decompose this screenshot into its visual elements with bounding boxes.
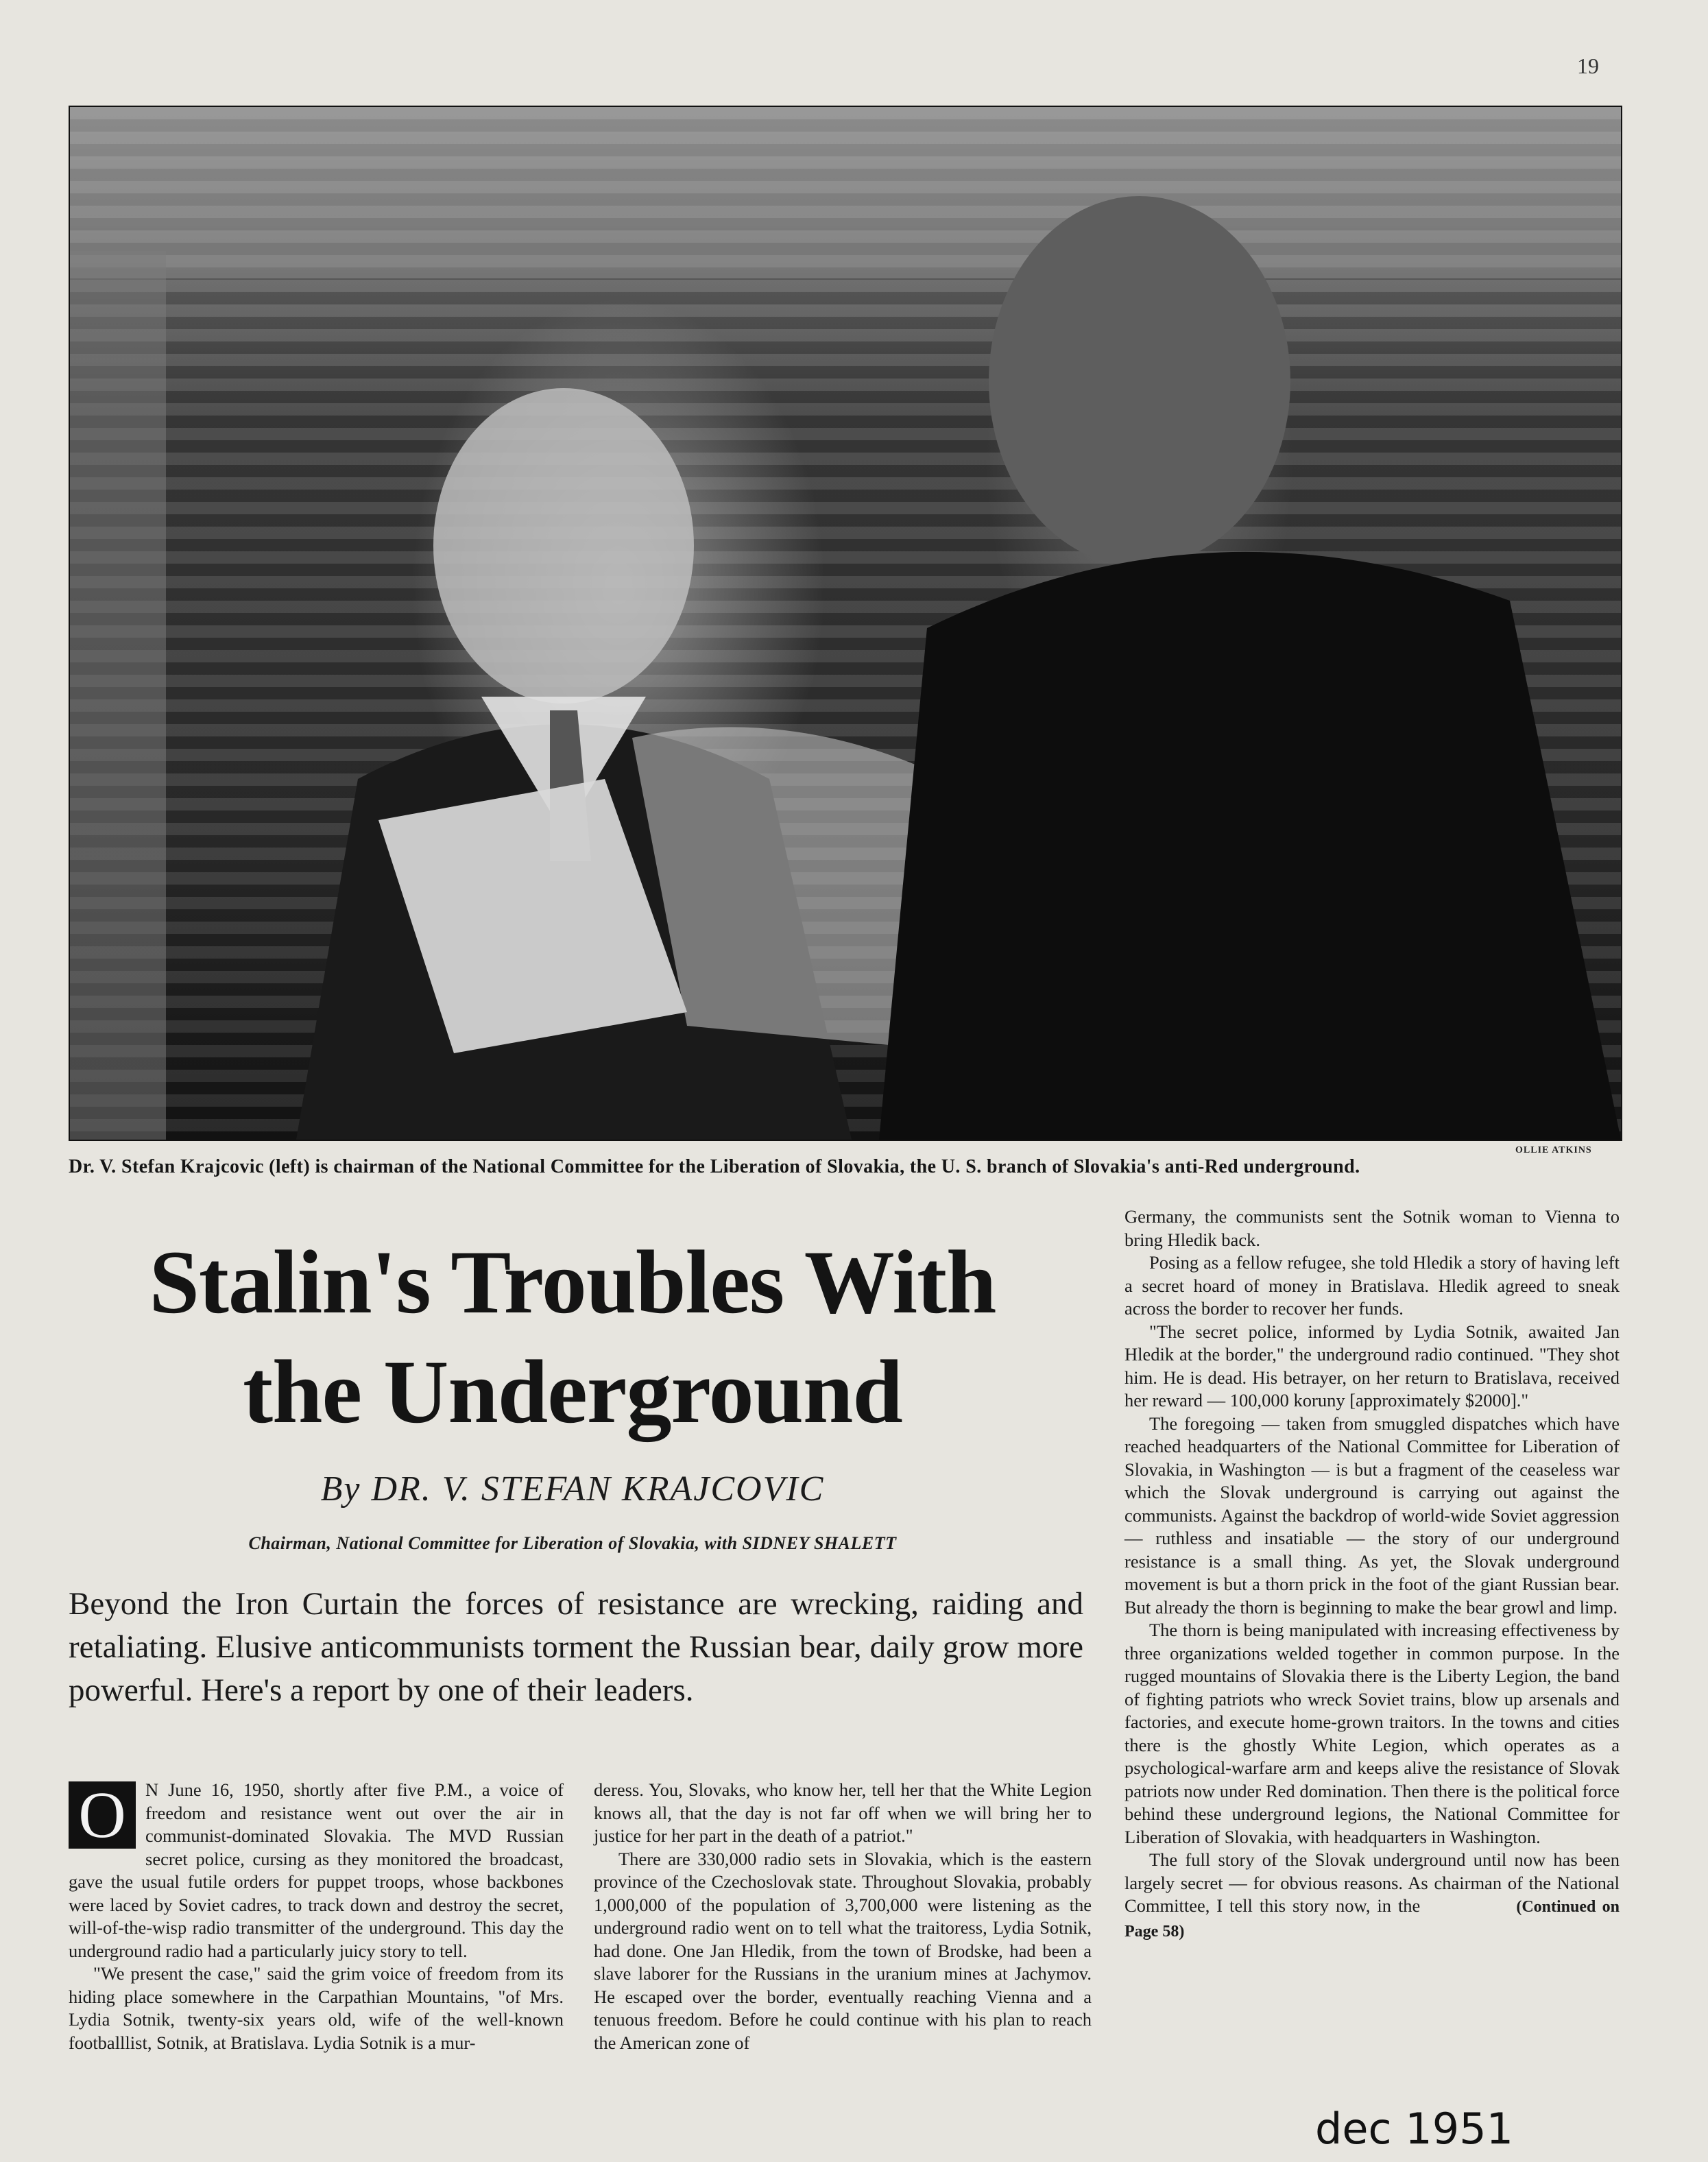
article-headline [75, 1227, 1070, 1447]
continued-link[interactable]: (Continued on Page 58) [1124, 1898, 1620, 1941]
byline: By DR. V. STEFAN KRAJCOVIC [320, 1469, 825, 1509]
paragraph-text: The full story of the Slovak underground until now has been largely secret — for obvious reasons. As chairman of the National Committee, I tell this story now, in the [1124, 1849, 1620, 1916]
paragraph: Posing as a fellow refugee, she told Hledik a story of having left a secret hoard of money in Bratislava. Hledik agreed to sneak across the border to recover her funds. [1124, 1252, 1620, 1319]
article-deck: Beyond the Iron Curtain the forces of resistance are wrecking, raiding and retaliating. Elusive anticommunists torment the Russian bear, daily grow more powerful. Here's a report by one of their leaders. [69, 1586, 1083, 1708]
photo-caption: Dr. V. Stefan Krajcovic (left) is chairman of the National Committee for the Liberation of Slovakia, the U. S. branch of Slovakia's anti-Red underground. [69, 1156, 1360, 1177]
paragraph: The foregoing — taken from smuggled dispatches which have reached headquarters of the National Committee for Liberation of Slovakia, in Washington — is but a fragment of the ceaseless war which the Slovak underground is carrying out against the communists. Against the backdrop of world-wide Soviet aggression — ruthless and insatiable — the story of our underground resistance is a small thing. As yet, the Slovak underground movement is but a thorn prick in the foot of the giant Russian bear. But already the thorn is beginning to make the bear growl and limp. [1124, 1413, 1620, 1618]
article-photo [69, 106, 1622, 1141]
page-number: 19 [1577, 53, 1599, 78]
paragraph: The thorn is being manipulated with increasing effectiveness by three organizations welded together in common purpose. In the rugged mountains of Slovakia there is the Liberty Legion, the band of fighting patriots who wreck Soviet trains, blow up arsenals and factories, and execute home-grown traitors. In the towns and cities there is the ghostly White Legion, which operates as a psychological-warfare arm and keeps alive the resistance of Slovak patriots now under Red domination. Then there is the political force behind these underground legions, the National Committee for Liberation of Slovakia, with headquarters in Washington. [1124, 1620, 1620, 1847]
headline-line-2: the Underground [243, 1341, 902, 1442]
headline-line-1: Stalin's Troubles With [149, 1232, 996, 1332]
paragraph [1124, 1849, 1620, 1943]
paragraph: "The secret police, informed by Lydia Sotnik, awaited Jan Hledik at the border," the underground radio continued. "They shot him. He is dead. His betrayer, on her return to Bratislava, received her reward — 100,000 koruny [approximately $2000]." [1124, 1321, 1620, 1410]
body-column-1 [69, 1779, 564, 2054]
handwritten-date-note: dec 1951 [1315, 2104, 1514, 2154]
author-affiliation: Chairman, National Committee for Liberation of Slovakia, with SIDNEY SHALETT [248, 1533, 897, 1553]
photograph-two-men-reading-document [70, 107, 1621, 1140]
body-column-3 [1124, 1205, 1620, 1943]
paragraph: There are 330,000 radio sets in Slovakia, which is the eastern province of the Czechoslovak state. Throughout Slovakia, probably 1,000,000 of the population of 3,700,000 were listening as the underground radio went on to tell what the traitoress, Lydia Sotnik, had done. One Jan Hledik, from the town of Brodske, had been a slave laborer for the Russians in the uranium mines at Jachymov. He escaped over the border, eventually reaching Vienna and a tenuous freedom. Before he could continue with his plan to reach the American zone of [594, 1848, 1092, 2053]
paragraph: deress. You, Slovaks, who know her, tell her that the White Legion knows all, that the day is not far off when we will bring her to justice for her part in the death of a patriot." [594, 1779, 1092, 1846]
body-column-2 [594, 1779, 1092, 2054]
photo-credit: OLLIE ATKINS [1515, 1145, 1592, 1155]
drop-cap: O [69, 1781, 136, 1849]
paragraph: N June 16, 1950, shortly after five P.M., a voice of freedom and resistance went out over the air in communist-dominated Slovakia. The MVD Russian secret police, cursing as they monitored the broadcast, gave the usual futile orders for puppet troops, whose backbones were laced by Soviet cadres, to track down and destroy the secret, will-of-the-wisp radio transmitter of the underground. This day the underground radio had a particularly juicy story to tell. [69, 1779, 564, 1961]
paragraph: Germany, the communists sent the Sotnik woman to Vienna to bring Hledik back. [1124, 1206, 1620, 1250]
paragraph: "We present the case," said the grim voice of freedom from its hiding place somewhere in the Carpathian Mountains, "of Mrs. Lydia Sotnik, twenty-six years old, wife of the well-known footballlist, Sotnik, at Bratislava. Lydia Sotnik is a mur- [69, 1963, 564, 2053]
